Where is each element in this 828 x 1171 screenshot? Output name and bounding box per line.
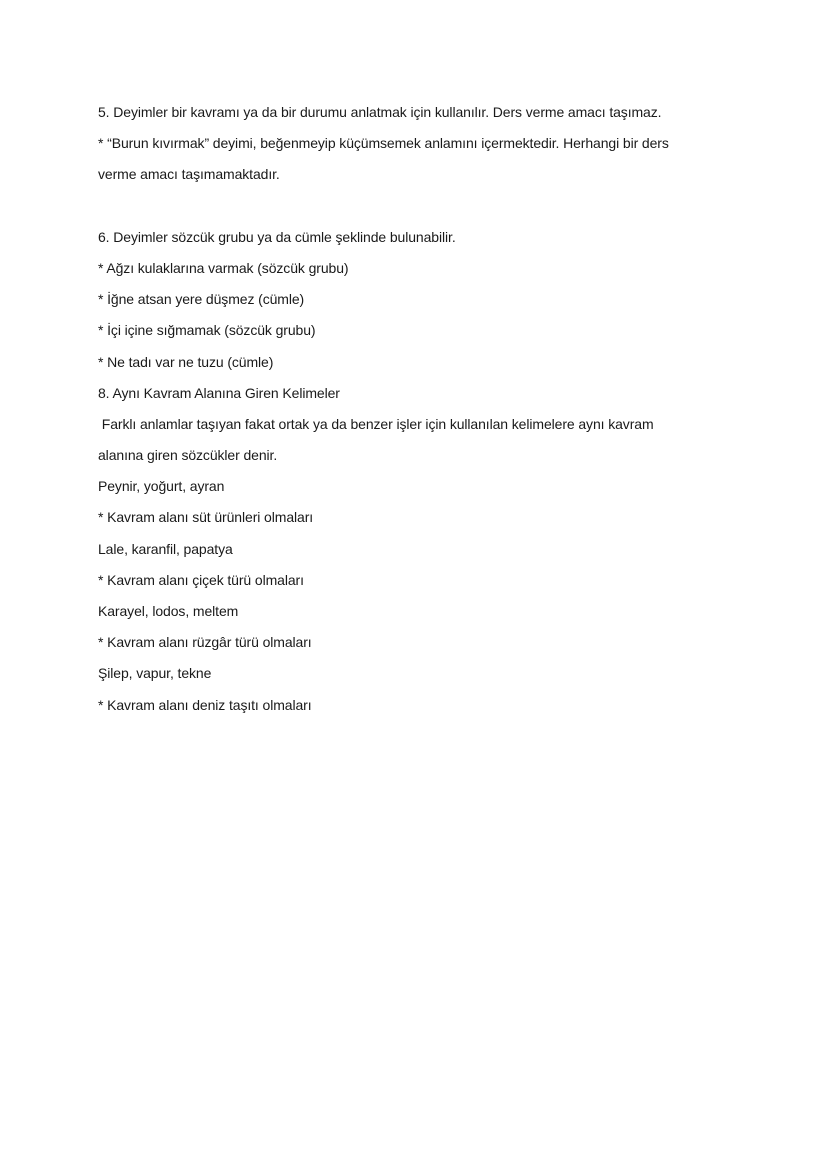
section6-heading: 6. Deyimler sözcük grubu ya da cümle şeklinde bulunabilir. xyxy=(98,228,456,245)
example-words: Peynir, yoğurt, ayran xyxy=(98,478,225,495)
section8-definition-line2: alanına giren sözcükler denir. xyxy=(98,447,278,464)
example-note: * Kavram alanı rüzgâr türü olmaları xyxy=(98,634,312,651)
example-note: * Kavram alanı süt ürünleri olmaları xyxy=(98,509,314,526)
section5-example-line1: * “Burun kıvırmak” deyimi, beğenmeyip küçümsemek anlamını içermektedir. Herhangi bir ders xyxy=(98,135,669,152)
example-words: Lale, karanfil, papatya xyxy=(98,540,233,557)
example-words: Şilep, vapur, tekne xyxy=(98,665,212,682)
list-item: * İğne atsan yere düşmez (cümle) xyxy=(98,291,305,308)
section5-example-line2: verme amacı taşımamaktadır. xyxy=(98,166,280,183)
list-item: * İçi içine sığmamak (sözcük grubu) xyxy=(98,322,316,339)
paragraph-spacer xyxy=(98,191,738,222)
list-item: * Ağzı kulaklarına varmak (sözcük grubu) xyxy=(98,259,349,276)
list-item: * Ne tadı var ne tuzu (cümle) xyxy=(98,353,274,370)
example-words: Karayel, lodos, meltem xyxy=(98,603,239,619)
document-body xyxy=(98,97,738,721)
example-note: * Kavram alanı çiçek türü olmaları xyxy=(98,571,304,588)
section8-definition-line1: Farklı anlamlar taşıyan fakat ortak ya da benzer işler için kullanılan kelimelere aynı kavram xyxy=(98,415,654,432)
example-note: * Kavram alanı deniz taşıtı olmaları xyxy=(98,696,312,713)
section8-heading: 8. Aynı Kavram Alanına Giren Kelimeler xyxy=(98,384,340,401)
section5-heading: 5. Deyimler bir kavramı ya da bir durumu anlatmak için kullanılır. Ders verme amacı taşımaz. xyxy=(98,104,662,120)
